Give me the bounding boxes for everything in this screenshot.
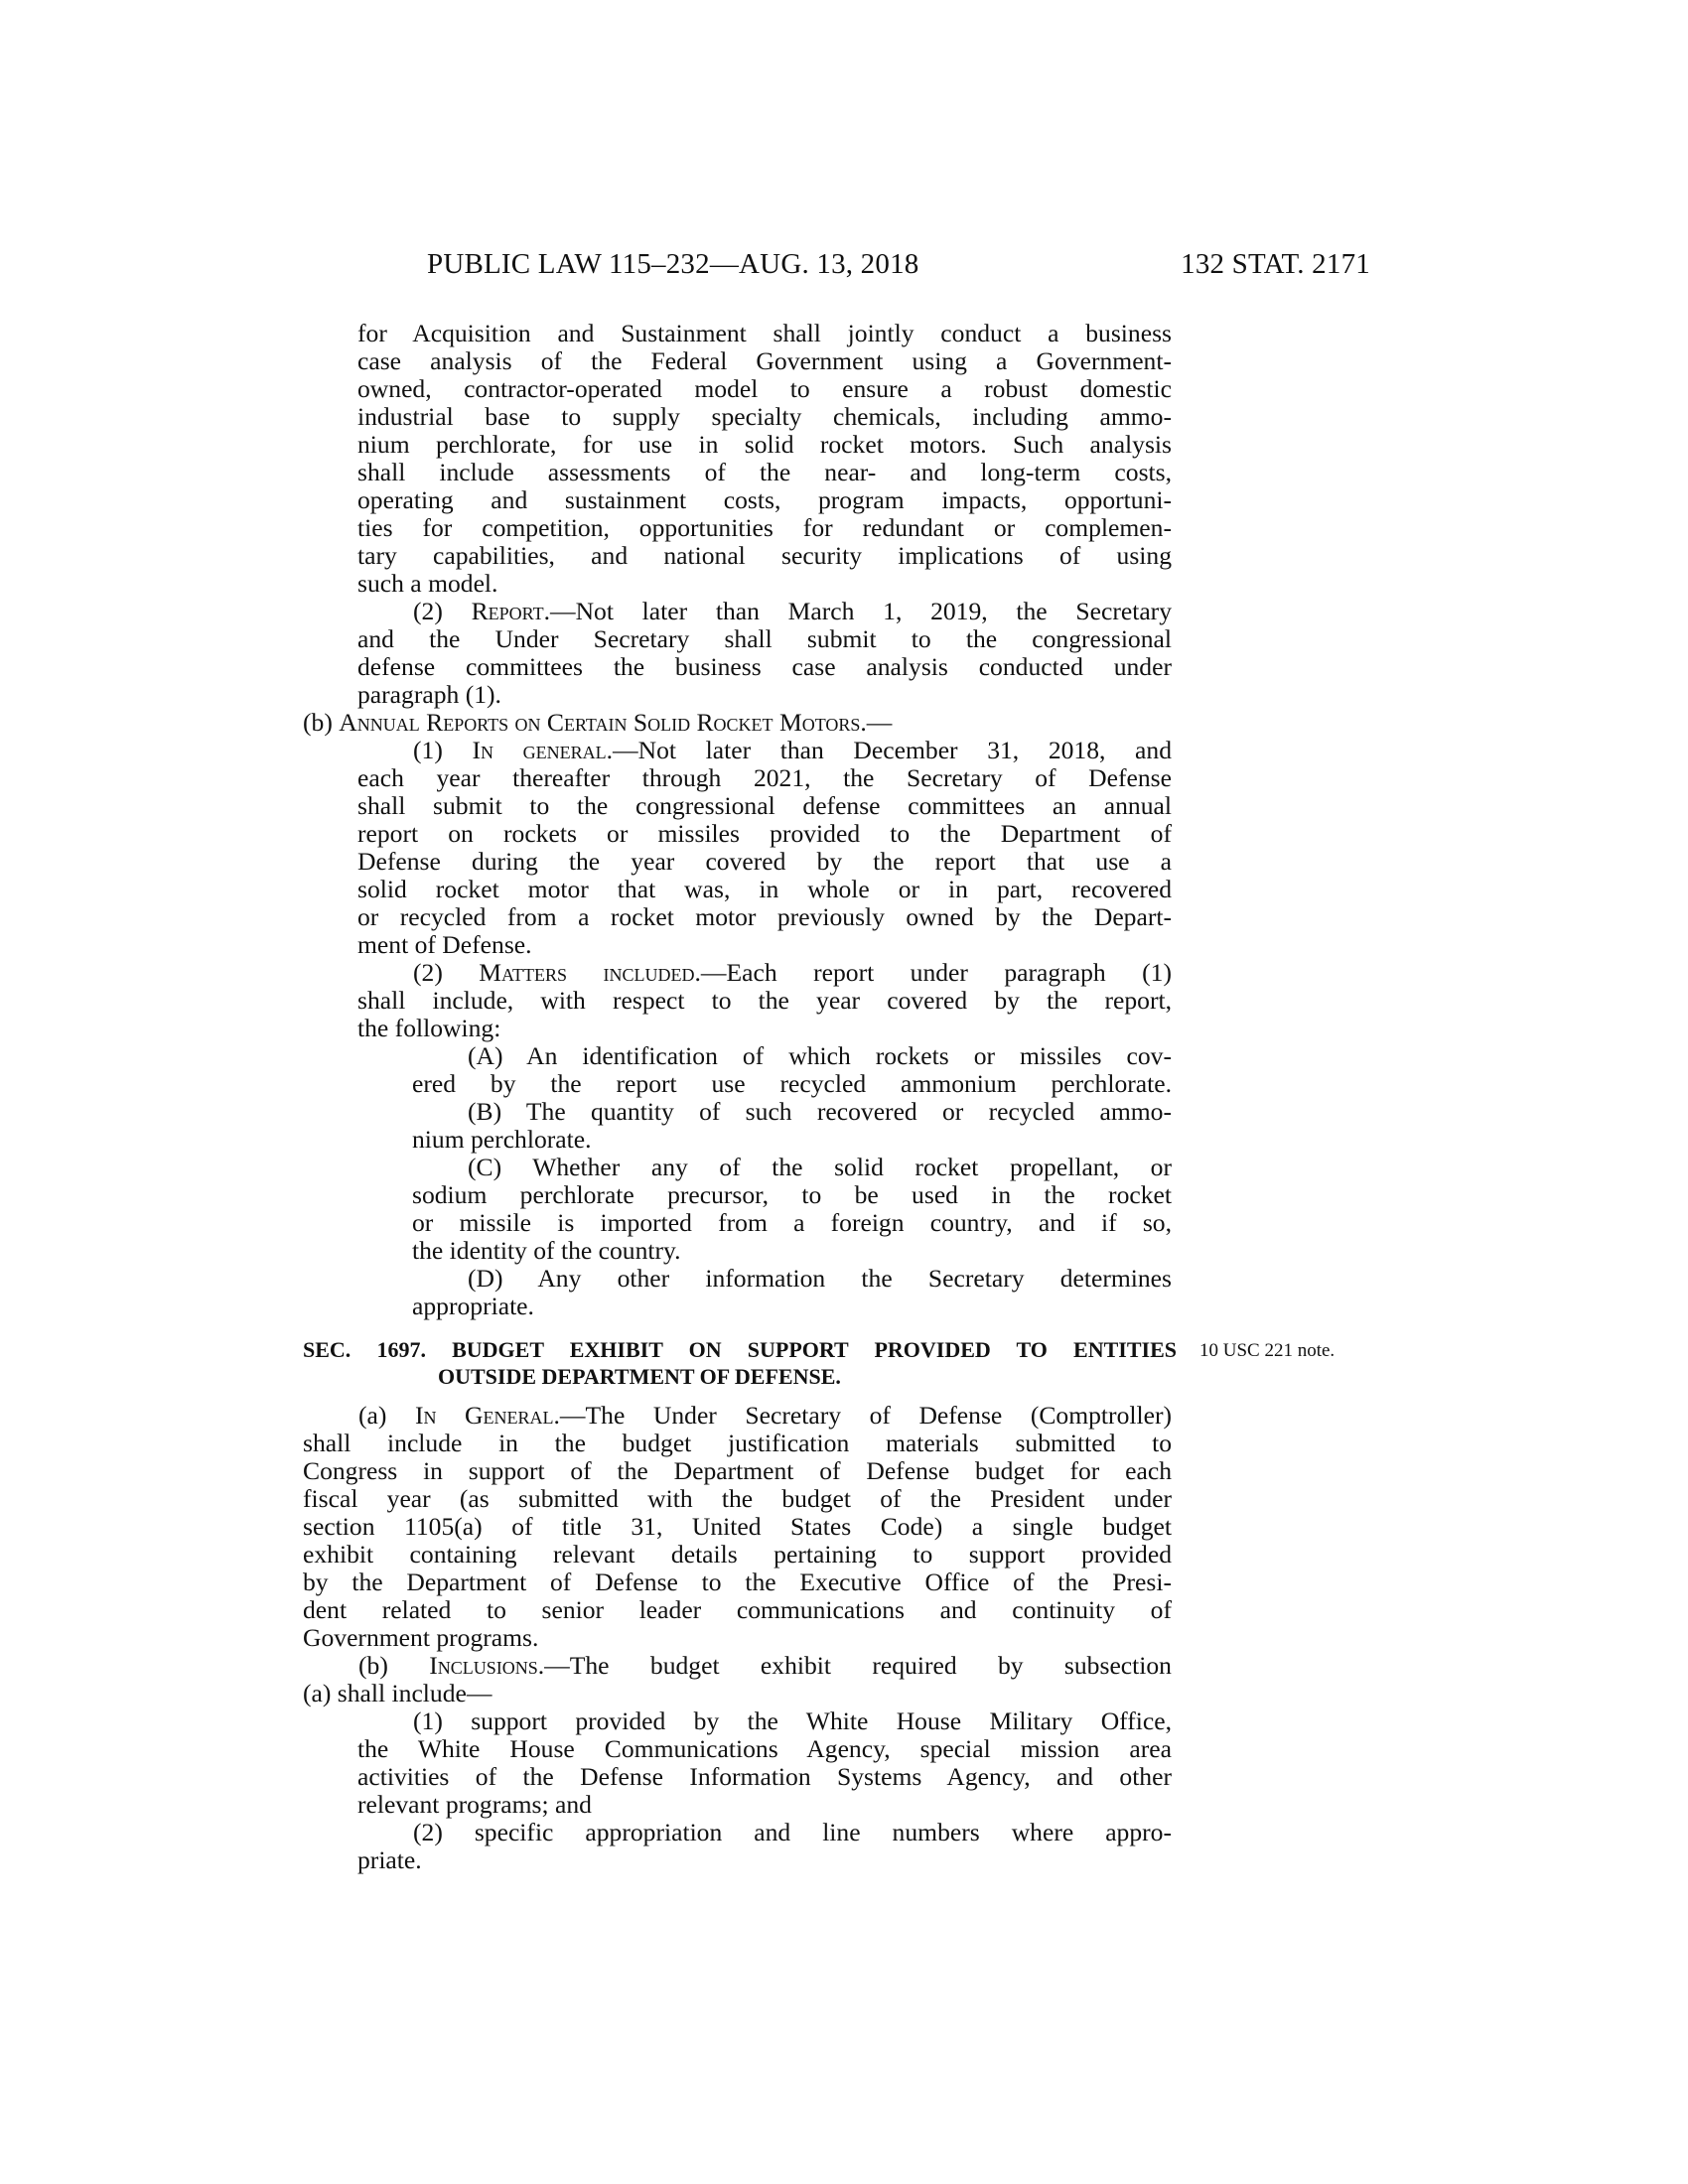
text-line: (C) Whether any of the solid rocket propellant, or [468,1153,1172,1181]
text-line: (1) In general.—Not later than December 31, 2018, and [413,736,1172,764]
text-line: tary capabilities, and national security implications of using [357,541,1172,570]
text-line: shall include assessments of the near- and long-term costs, [357,458,1172,486]
text-line: (A) An identification of which rockets or missiles cov- [468,1041,1172,1070]
text-line: the following: [357,1014,501,1042]
text-line: dent related to senior leader communications and continuity of [303,1595,1172,1624]
text-line: (b) Inclusions.—The budget exhibit required by subsection [358,1651,1172,1680]
text-line: for Acquisition and Sustainment shall jointly conduct a business [357,319,1172,347]
text-line: ties for competition, opportunities for redundant or complemen- [357,513,1172,542]
text-line: owned, contractor-operated model to ensure a robust domestic [357,374,1172,403]
text-line: nium perchlorate. [412,1125,592,1154]
section-b1 [357,1707,1172,1819]
section-1697-heading [303,1336,1177,1390]
item-B [412,1098,1172,1154]
text-line: (1) support provided by the White House Military Office, [413,1706,1172,1735]
text-line: operating and sustainment costs, program impacts, opportuni- [357,485,1172,514]
text-line: Congress in support of the Department of Defense budget for each [303,1456,1172,1485]
section-heading-line: OUTSIDE DEPARTMENT OF DEFENSE. [438,1364,841,1389]
text-line: and the Under Secretary shall submit to the congressional [357,624,1172,653]
section-b2 [357,1819,1172,1874]
text-line: (a) In General.—The Under Secretary of Defense (Comptroller) [358,1401,1172,1430]
text-line: or recycled from a rocket motor previously owned by the Depart- [357,902,1172,931]
text-line: defense committees the business case analysis conducted under [357,652,1172,681]
text-line: such a model. [357,569,498,598]
paragraph-heading: Matters included [479,958,695,987]
item-D [412,1265,1172,1320]
margin-note: 10 USC 221 note. [1199,1340,1336,1361]
text-line: ered by the report use recycled ammonium perchlorate. [412,1069,1172,1098]
text-line: activities of the Defense Information Systems Agency, and other [357,1762,1172,1791]
text-line: (b) Annual Reports on Certain Solid Rocket Motors.— [303,708,893,737]
running-head: PUBLIC LAW 115–232—AUG. 13, 2018 [427,248,919,280]
text-line: priate. [357,1845,422,1874]
text-line: section 1105(a) of title 31, United States Code) a single budget [303,1512,1172,1541]
text-line: (a) shall include— [303,1679,492,1707]
text-line: (2) Matters included.—Each report under paragraph (1) [413,958,1172,987]
section-a [303,1402,1172,1652]
paragraph-2-report [357,598,1172,709]
text-line: each year thereafter through 2021, the Secretary of Defense [357,763,1172,792]
text-line: the identity of the country. [412,1236,681,1265]
paragraph-b1 [357,737,1172,959]
text-line: (2) specific appropriation and line numbers where appro- [413,1818,1172,1846]
text-line: Defense during the year covered by the report that use a [357,847,1172,876]
text-line: case analysis of the Federal Government using a Government- [357,346,1172,375]
text-line: exhibit containing relevant details pertaining to support provided [303,1540,1172,1569]
text-line: shall include in the budget justification materials submitted to [303,1429,1172,1457]
text-line: the White House Communications Agency, special mission area [357,1734,1172,1763]
text-line: paragraph (1). [357,680,501,709]
paragraph-1-continuation [357,320,1172,598]
text-line: relevant programs; and [357,1790,592,1819]
text-line: by the Department of Defense to the Executive Office of the Presi- [303,1568,1172,1596]
text-line: nium perchlorate, for use in solid rocket motors. Such analysis [357,430,1172,459]
text-line: (B) The quantity of such recovered or recycled ammo- [468,1097,1172,1126]
paragraph-heading: Report [471,597,544,625]
text-line: industrial base to supply specialty chemicals, including ammo- [357,402,1172,431]
item-C [412,1154,1172,1265]
subsection-b-heading [303,709,1172,737]
text-line: (2) Report.—Not later than March 1, 2019, the Secretary [413,597,1173,625]
item-A [412,1042,1172,1098]
section-heading-line: SEC. 1697. BUDGET EXHIBIT ON SUPPORT PROVIDED TO ENTITIES [303,1337,1177,1362]
subsection-heading: In General [414,1401,554,1430]
text-line: appropriate. [412,1292,534,1320]
text-line: (D) Any other information the Secretary determines [468,1264,1172,1293]
text-line: Government programs. [303,1623,539,1652]
text-line: fiscal year (as submitted with the budget of the President under [303,1484,1172,1513]
text-line: shall submit to the congressional defense committees an annual [357,791,1172,820]
text-line: sodium perchlorate precursor, to be used in the rocket [412,1180,1172,1209]
paragraph-heading: In general [472,736,607,764]
paragraph-b2 [357,959,1172,1042]
subsection-heading: Inclusions [429,1651,538,1680]
text-line: ment of Defense. [357,930,532,959]
text-line: solid rocket motor that was, in whole or in part, recovered [357,875,1172,903]
text-line: or missile is imported from a foreign country, and if so, [412,1208,1172,1237]
text-line: shall include, with respect to the year covered by the report, [357,986,1172,1015]
subsection-heading: Annual Reports on Certain Solid Rocket Motors [339,708,861,737]
section-b [303,1652,1172,1707]
stat-page-number: 132 STAT. 2171 [1181,248,1370,280]
page-header [427,248,1370,288]
text-line: report on rockets or missiles provided to the Department of [357,819,1172,848]
